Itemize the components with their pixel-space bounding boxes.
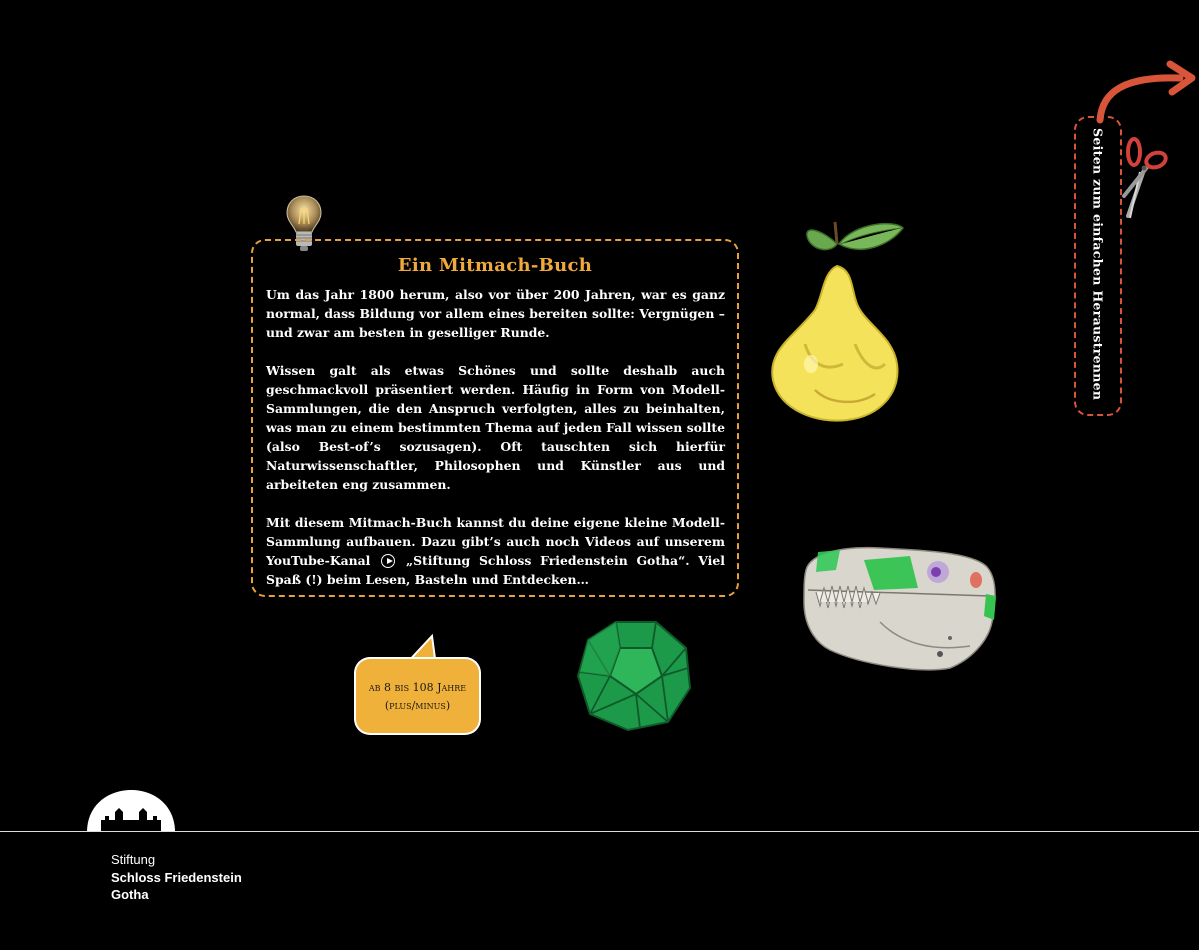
card-paragraph-3 [266,513,725,589]
age-text-line-1: ab 8 bis 108 Jahre [368,681,467,694]
card-paragraph-2: Wissen galt als etwas Schönes und sollte deshalb auch geschmackvoll präsentiert werden. Häufig in Form von Modell-Sammlungen, die den Anspruch verfolgten, alles zu beinhalten, was man zu einem bestimmten Thema auf jeden Fall wissen sollte (also Best-of’s sozusagen). Oft tauschten sich hierfür Naturwissenschaftler, Philosophen und Künstler aus und arbeiteten eng zusammen. [266,363,725,492]
org-name-line-3: Gotha [111,887,149,902]
arrow-icon [1090,58,1198,124]
dinosaur-skull-illustration [800,542,1000,674]
scissors-icon [1118,136,1170,220]
pear-illustration [765,214,910,424]
footer-divider [0,831,1199,832]
card-paragraph-1: Um das Jahr 1800 herum, also vor über 200 Jahren, war es ganz normal, dass Bildung vor allem eines bereiten sollte: Vergnügen – und zwar am besten in geselliger Runde. [266,287,725,340]
age-bubble [356,659,479,733]
cut-out-tab[interactable] [1074,116,1122,416]
card-body [266,285,725,589]
organization-name [111,851,242,904]
play-icon[interactable] [381,554,395,568]
polyhedron-illustration [576,618,694,734]
card-paragraph-3-text-b: „Stiftung Schloss Friedenstein Gotha“. Viel Spaß (!) beim Lesen, Basteln und Entdecken… [266,553,725,587]
age-text-line-2: (plus/minus) [384,699,451,712]
cut-out-tab-label: Seiten zum einfachen Heraustrennen [1090,128,1106,401]
castle-logo-icon [85,788,177,834]
card-title: Ein Mitmach-Buch [397,255,593,276]
age-text [356,679,479,715]
intro-card [251,239,739,597]
org-name-line-1: Stiftung [111,852,156,867]
card-paragraph-3-text-a: Mit diesem Mitmach-Buch kannst du deine eigene kleine Modell-Sammlung aufbauen. Dazu gibt’s auch noch Videos auf unserem YouTube-Kanal [266,515,725,568]
org-name-line-2: Schloss Friedenstein [111,869,242,885]
